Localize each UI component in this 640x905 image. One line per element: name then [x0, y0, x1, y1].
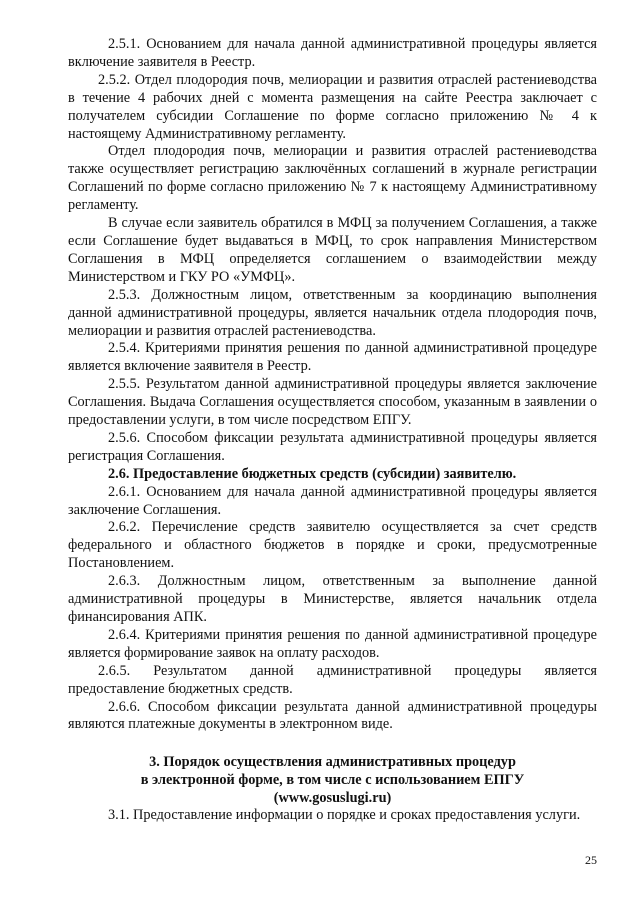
section-3-heading-line-1: 3. Порядок осуществления административных процедур — [149, 754, 516, 771]
paragraph-mfc: В случае если заявитель обратился в МФЦ за получением Соглашения, а также если Соглашение будет выдаваться в МФЦ, то срок направления Министерством Соглашения в МФЦ определяется соглашением о взаимодействии между Министерством и ГКУ РО «УМФЦ». — [68, 215, 597, 285]
paragraph-2-5-4: 2.5.4. Критериями принятия решения по данной административной процедуре является включение заявителя в Реестр. — [68, 340, 597, 375]
paragraph-2-6-4: 2.6.4. Критериями принятия решения по данной административной процедуре является формирование заявок на оплату расходов. — [68, 626, 597, 661]
paragraph-2-6-3: 2.6.3. Должностным лицом, ответственным за выполнение данной административной процедуры в Министерстве, является начальник отдела финансирования АПК. — [68, 573, 597, 625]
paragraph-2-5-5: 2.5.5. Результатом данной административной процедуры является заключение Соглашения. Выдача Соглашения осуществляется способом, указанным в заявлении о предоставлении услуги, в том числе посредством ЕПГУ. — [68, 376, 597, 429]
paragraph-2-5-2: 2.5.2. Отдел плодородия почв, мелиорации и развития отраслей растениеводства в течение 4 рабочих дней с момента размещения на сайте Реестра заключает с получателем субсидии Соглашение по форме согласно приложению № 4 к настоящему Административному регламенту. — [68, 71, 597, 142]
paragraph-registration: Отдел плодородия почв, мелиорации и развития отраслей растениеводства также осуществляет регистрацию заключённых соглашений в журнале регистрации Соглашений по форме согласно приложению № 7 к настоящему Административному регламенту. — [68, 143, 597, 214]
section-3-heading-line-3: (www.gosuslugi.ru) — [273, 790, 392, 807]
paragraph-2-5-1: 2.5.1. Основанием для начала данной административной процедуры является включение заявителя в Реестр. — [68, 36, 597, 70]
paragraph-2-6-1: 2.6.1. Основанием для начала данной административной процедуры является заключение Соглашения. — [68, 483, 597, 518]
paragraph-2-5-6: 2.5.6. Способом фиксации результата административной процедуры является регистрация Соглашения. — [68, 429, 597, 464]
section-2-6-title: 2.6. Предоставление бюджетных средств (субсидии) заявителю. — [108, 465, 517, 482]
paragraph-2-6-2: 2.6.2. Перечисление средств заявителю осуществляется за счет средств федерального и областного бюджетов в порядке и сроки, предусмотренные Постановлением. — [68, 519, 597, 572]
section-3-heading-line-2: в электронной форме, в том числе с использованием ЕПГУ — [140, 772, 525, 789]
paragraph-2-6-6: 2.6.6. Способом фиксации результата данной административной процедуры являются платежные документы в электронном виде. — [68, 698, 597, 733]
paragraph-2-5-3: 2.5.3. Должностным лицом, ответственным за координацию выполнения данной административной процедуры, является начальник отдела плодородия почв, мелиорации и развития отраслей растениеводства. — [68, 286, 597, 339]
paragraph-2-6-5: 2.6.5. Результатом данной административной процедуры является предоставление бюджетных средств. — [68, 662, 597, 697]
paragraph-3-1: 3.1. Предоставление информации о порядке и сроках предоставления услуги. — [108, 807, 581, 824]
page-number: 25 — [585, 853, 597, 867]
section-spacer — [68, 734, 597, 753]
document-page — [68, 36, 597, 825]
